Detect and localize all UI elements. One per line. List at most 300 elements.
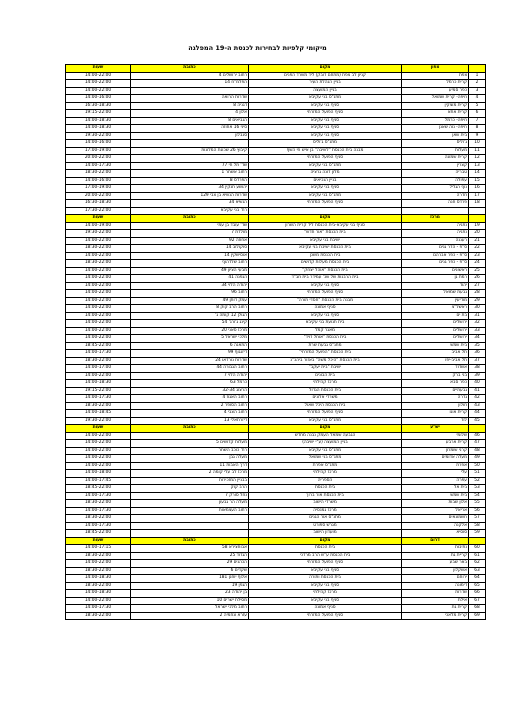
row-address: מולדת 7 [131,230,249,238]
row-address: אלוף יוחנן 181 [131,575,249,583]
row-place: בית הרבנות של שכ' עמידר בית חב"ד [249,275,402,283]
row-city: קרית אונו [402,410,469,418]
table-body [66,65,486,620]
row-hours: 18:30-22:00 [66,260,131,268]
row-hours: 14:00-17:15 [66,545,131,553]
row-number: 7 [469,117,486,125]
row-place: סניף בני עקיבא [249,102,402,110]
row-city: אפרת [402,462,469,470]
row-number: 54 [469,492,486,500]
row-number: 38 [469,365,486,373]
row-hours: 18:30-22:00 [66,357,131,365]
row-hours: 14:00-22:00 [66,237,131,245]
row-place: בית הכנסת "אור חדש" [249,230,402,238]
row-address: עמק דותן 49 [131,297,249,305]
row-number: 20 [469,230,486,238]
row-hours: 18:30-22:00 [66,402,131,410]
table-row [66,447,486,455]
table-row [66,252,486,260]
row-city: נתניה [402,222,469,230]
row-place: בית הכנסת אור ברוך [249,492,402,500]
row-number: 17 [469,192,486,200]
row-number: 56 [469,507,486,515]
row-place: מתנ"ס בני עקיבא [249,192,402,200]
row-place: משרדי אלונים [249,395,402,403]
row-city: תל אביב-יפו [402,357,469,365]
row-city: בני ברק [402,372,469,380]
table-row [66,380,486,388]
row-city: קרית שמונה [402,155,469,163]
row-number: 68 [469,605,486,613]
table-row [66,357,486,365]
row-number: 11 [469,147,486,155]
row-address: סנבלון [131,132,249,140]
row-address: רחוב הרב קוק 8 [131,305,249,313]
row-place: בית הכנסת ע"ש הרב מרדכי [249,552,402,560]
row-number: 33 [469,327,486,335]
table-row [66,432,486,440]
row-address: רחוב הגבורה 44 [131,365,249,373]
row-number: 50 [469,462,486,470]
row-place: מרכז קהילתי [249,470,402,478]
row-city: נתיבות [402,545,469,553]
row-number: 32 [469,320,486,328]
row-address [131,87,249,95]
row-hours: 14:00-22:00 [66,432,131,440]
table-row [66,297,486,305]
row-address: קיבוץ 26 שכונת המלונות [131,147,249,155]
row-number: 55 [469,500,486,508]
row-number: 4 [469,95,486,103]
table-row [66,185,486,193]
row-number: 27 [469,282,486,290]
row-city: בית שאן [402,132,469,140]
table-row [66,87,486,95]
table-row [66,132,486,140]
table-row [66,230,486,238]
row-number: 46 [469,432,486,440]
table-row [66,305,486,313]
region-name: יש"ע [402,425,469,433]
row-place: סניף בני עקיבא [249,312,402,320]
row-place: מתנ"ס בני עקיבא [249,447,402,455]
table-row [66,485,486,493]
row-hours: 14:00-22:00 [66,335,131,343]
row-address: מעלה גבן [131,455,249,463]
document-title: מיקומי קלפיות לבחירות לכנסת ה-19 המפלגה [188,44,327,52]
table-row [66,275,486,283]
row-city: חיפה- כרמל [402,117,469,125]
row-hours: 14:00-17:30 [66,395,131,403]
row-place: סניף בני עקיבא [249,567,402,575]
row-address: רחוב 96 [131,290,249,298]
row-city: אשדוד [402,365,469,373]
row-place: סניף הפועל המזרחי [249,155,402,163]
row-address: רחוב העצמאות [131,507,249,515]
row-address: הפלמ"ח 14 [131,80,249,88]
row-hours: 18:45-22:00 [66,485,131,493]
row-place: קניון לב צפת (מתחם דובק) ליד משרד הפנים [249,72,402,80]
row-address: רחוב האגוז 4 [131,395,249,403]
table-row [66,560,486,568]
row-city: סוסיא [402,530,469,538]
row-number: 47 [469,440,486,448]
row-number: 62 [469,560,486,568]
row-city: קרית ארבע [402,440,469,448]
row-city: ירושלים [402,335,469,343]
table-row [66,72,486,80]
row-place: הספריה [249,477,402,485]
row-city: קצרין [402,162,469,170]
row-city: ירושלים [402,327,469,335]
row-place: משרדי הישוב [249,500,402,508]
table-row [66,575,486,583]
row-place [249,207,402,215]
row-address [131,140,249,148]
row-place: סניף בני עקיבא [249,185,402,193]
row-place: בניין הנהלת העיר [249,80,402,88]
column-header [469,537,486,545]
row-place: מגרש ספורט [249,522,402,530]
table-row [66,462,486,470]
row-place: מרכז קהילתי [249,590,402,598]
row-place: בית הבונים [249,372,402,380]
row-place: סניף בני עקיבא [249,117,402,125]
row-number: 23 [469,252,486,260]
row-hours: 14:00-22:00 [66,320,131,328]
row-number: 2 [469,80,486,88]
table-row [66,492,486,500]
row-place: סניף הפועל המזרחי [249,612,402,620]
row-hours: 14:00-16:00 [66,95,131,103]
table-row [66,147,486,155]
row-number: 25 [469,267,486,275]
row-city: רמת גן [402,275,469,283]
row-city: קרני שומרון [402,447,469,455]
row-address: קינג ג'ורג' 54 [131,320,249,328]
row-address: נחל סורק 7 [131,492,249,500]
row-address: מעלות קדושים 5 [131,440,249,448]
row-number: 5 [469,102,486,110]
column-header: שעות [66,425,131,433]
row-hours: 18:30-22:00 [66,567,131,575]
table-row [66,290,486,298]
row-city: מעלות [402,147,469,155]
row-number [469,207,486,215]
table-row [66,530,486,538]
row-place: בית הכנסת "הפועל המזרחי" [249,350,402,358]
row-address: עזרא ונחמיה 2 [131,612,249,620]
row-hours: 14:00-22:00 [66,440,131,448]
table-row [66,95,486,103]
row-hours: 14:00-22:00 [66,462,131,470]
row-place: סניף בני עקיבא [249,282,402,290]
row-place: בניין המועצה [249,87,402,95]
row-number: 8 [469,125,486,133]
row-city: חיפה- נוה שאנן [402,125,469,133]
row-city: קרית מוצקין [402,102,469,110]
row-address: שדרות נורדאו 24 [131,357,249,365]
column-header: שעות [66,537,131,545]
row-place: סניף הפועל המזרחי [249,200,402,208]
row-place: בית הכנסת "אוחל דויד" [249,335,402,343]
table-row [66,552,486,560]
table-row [66,177,486,185]
table-row [66,342,486,350]
table-row [66,417,486,425]
region-name: דרום [402,537,469,545]
row-hours: 14:00-22:00 [66,72,131,80]
row-hours: 14:00-22:00 [66,267,131,275]
row-place: ישיבת בני עקיבא [249,237,402,245]
row-city: גבעת שמואל [402,290,469,298]
row-city: שדרות [402,590,469,598]
row-hours: 14:00-22:00 [66,455,131,463]
row-hours: 14:00-22:00 [66,252,131,260]
row-number: 16 [469,185,486,193]
row-hours: 14:00-22:00 [66,275,131,283]
table-row [66,372,486,380]
row-address: יהודה הלוי 7 [131,372,249,380]
row-address: רחוב ירושלים 4 [131,72,249,80]
row-number: 48 [469,447,486,455]
table-row [66,80,486,88]
column-header: שעות [66,65,131,73]
row-hours: 14:00-17:30 [66,350,131,358]
row-number: 18 [469,200,486,208]
row-number: 14 [469,170,486,178]
row-hours: 14:00-22:00 [66,447,131,455]
row-address: שדרות הנשיא בן צבי 129 [131,192,249,200]
row-city: שלומי [402,432,469,440]
table-row [66,267,486,275]
row-number: 51 [469,470,486,478]
row-address: רחוב שלדהוף [131,260,249,268]
row-city: מודיעין [402,297,469,305]
row-hours: 14:00-22:00 [66,312,131,320]
row-city: גבעתיים [402,387,469,395]
region-name: מרכז [402,215,469,223]
row-city: נוף הגליל [402,185,469,193]
column-header: מקום [249,65,402,73]
table-row [66,612,486,620]
row-hours: 18:45-22:00 [66,530,131,538]
row-address: הגפן 19 [131,582,249,590]
row-city: כפר סבא [402,380,469,388]
row-city: חולון [402,402,469,410]
table-row [66,470,486,478]
row-address: שד' תל חי 77 [131,162,249,170]
column-header: שעות [66,215,131,223]
row-number: 29 [469,297,486,305]
row-address: יהושע חנקין 34 [131,185,249,193]
row-address: סוקולוב 14 [131,245,249,253]
row-number: 44 [469,410,486,418]
row-address: רחוב מלכי ישראל [131,605,249,613]
row-place: בית הכנסת ישיבת בני עקיבא [249,245,402,253]
row-city: קרית כרמל [402,80,469,88]
row-number: 6 [469,110,486,118]
row-city: ס"פ - כפר גנים [402,260,469,268]
table-row [66,155,486,163]
table-row [66,387,486,395]
row-city: בת ים [402,312,469,320]
row-address: מבעי הציון 49 [131,267,249,275]
row-place: מתנ"ס בני שמואל [249,455,402,463]
row-number: 64 [469,575,486,583]
table-row [66,312,486,320]
table-row [66,117,486,125]
row-number: 58 [469,522,486,530]
row-hours: 14:00-22:00 [66,290,131,298]
table-row [66,125,486,133]
row-address: אוסישקין 14 [131,252,249,260]
region-header-row [66,425,486,433]
row-number: 61 [469,552,486,560]
row-hours: 14:00-18:30 [66,575,131,583]
row-city: גדרה [402,395,469,403]
row-hours: 14:00-22:00 [66,305,131,313]
row-hours: 18:30-22:00 [66,612,131,620]
row-place: סניף בני עקיבא [249,125,402,133]
table-row [66,335,486,343]
row-address: רח' כוכב השחר [131,447,249,455]
row-number: 31 [469,312,486,320]
row-address: בן יהודה 23 [131,590,249,598]
row-address: דגניה 8 [131,102,249,110]
row-address: הרצוג 32-34 [131,387,249,395]
row-number: 28 [469,290,486,298]
row-place: מתנ"ס בני עקיבא [249,417,402,425]
row-place: בית הכנסת ותורה [249,575,402,583]
row-address: שקדים 6 [131,567,249,575]
region-header-row [66,65,486,73]
row-city: אשקלון [402,567,469,575]
row-city: ס"פ - כפר אברהם [402,252,469,260]
row-place: מרכז גמנסיה [249,507,402,515]
table-row [66,590,486,598]
row-place: סניף הפועל המזרחי [249,110,402,118]
table-row [66,515,486,523]
row-place: הגבעה שמאל העמק נבנה מחדש [249,432,402,440]
table-row [66,110,486,118]
row-address [131,522,249,530]
row-place: בית תנועת בני עקיבא [249,320,402,328]
row-address: רחוב הצבי 4 [131,410,249,418]
row-address: מרכז סאני 20 [131,327,249,335]
row-place: מתנ"ס אפרת [249,462,402,470]
row-place: מבנה בית הכנסת "לשיבה" בן איש חי השף [249,147,402,155]
row-hours: 16:30-18:30 [66,102,131,110]
table-row [66,260,486,268]
row-city: חדרה [402,192,469,200]
row-address [131,530,249,538]
row-city: אריאל [402,507,469,515]
row-place: מועדון הישוב [249,530,402,538]
table-row [66,170,486,178]
table-row [66,522,486,530]
table-row [66,455,486,463]
row-city: ראשל"צ [402,305,469,313]
row-number: 57 [469,515,486,523]
table-row [66,327,486,335]
row-number: 35 [469,342,486,350]
row-number: 59 [469,530,486,538]
row-hours: 14:00-16:00 [66,177,131,185]
row-address: רח' בני עקיבא [131,207,249,215]
row-number: 49 [469,455,486,463]
row-city: אלקנה [402,522,469,530]
row-address: יהודה הלוי 34 [131,282,249,290]
column-header [469,65,486,73]
table-row [66,140,486,148]
row-number: 3 [469,87,486,95]
row-address: מרכז לב עלי קומה 2 [131,470,249,478]
row-address: מלכי ישראל 5 [131,335,249,343]
row-address: הרב קוק [131,485,249,493]
row-number: 30 [469,305,486,313]
row-place: סניף אמונה [249,305,402,313]
row-city: חיפה- קרית שמואל [402,95,469,103]
row-number: 42 [469,395,486,403]
row-hours: 14:00-17:30 [66,162,131,170]
row-hours: 14:00-18:30 [66,590,131,598]
row-city: כפר סמיע [402,87,469,95]
row-hours: 17:00-19:00 [66,185,131,193]
row-hours: 14:00-18:30 [66,117,131,125]
row-hours: 18:30-22:00 [66,500,131,508]
table-row [66,507,486,515]
row-address: דיזרתאלי 13 [131,417,249,425]
row-hours: 14:00-22:00 [66,282,131,290]
row-number: 52 [469,477,486,485]
column-header: כתובת [131,537,249,545]
table-row [66,582,486,590]
row-hours: 19:30-22:00 [66,132,131,140]
row-hours: 14:00-22:00 [66,372,131,380]
row-number: 26 [469,275,486,283]
polling-stations-table [65,64,480,620]
row-city: יהוד [402,282,469,290]
table-row [66,567,486,575]
row-number: 41 [469,387,486,395]
column-header: כתובת [131,425,249,433]
row-address: אבוחצירא 58 [131,545,249,553]
row-hours: 14:00-18:45 [66,410,131,418]
row-city: קרית אתא [402,110,469,118]
row-number: 9 [469,132,486,140]
row-place: מתנ"ס אור הגנים [249,515,402,523]
row-address: שדרות הרואה [131,95,249,103]
row-city: עלי [402,470,469,478]
row-address [131,515,249,523]
table-row [66,222,486,230]
row-place: בית הכנסת הגדול [249,387,402,395]
table-row [66,200,486,208]
row-hours: 14:00-17:30 [66,507,131,515]
row-hours: 14:00-19:00 [66,222,131,230]
row-address: כרמל 63 [131,380,249,388]
row-hours: 20:00-22:00 [66,155,131,163]
row-hours: 14:00-17:30 [66,492,131,500]
table-row [66,207,486,215]
row-city: טבריה [402,170,469,178]
row-number: 66 [469,590,486,598]
row-number: 36 [469,350,486,358]
row-city: ראשונים [402,267,469,275]
row-place: סניף הפועל המזרחי [249,560,402,568]
row-place: סניף בני עקיבא [249,597,402,605]
